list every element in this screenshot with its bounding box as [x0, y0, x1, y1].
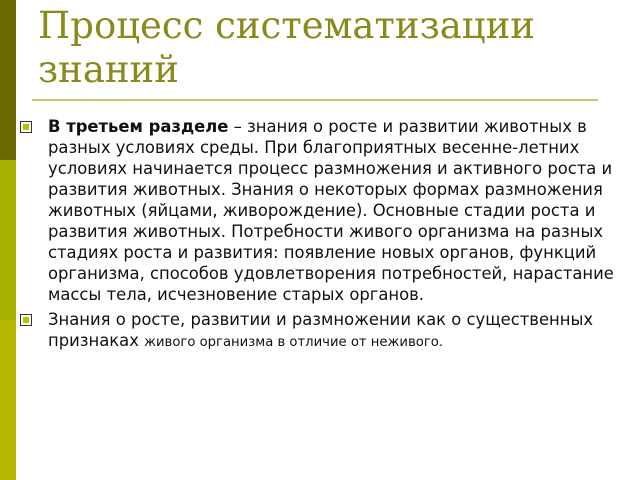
sidebar-segment-middle [0, 160, 16, 320]
bullet-text: – знания о росте и развитии животных в разных условиях среды. При благоприятных весенне-летних условиях начинается процесс размножения и активного роста и развития животных. Знания о некоторых формах размножения животных (яйцами, живорождение). Основные стадии роста и развития животных. Потребности живого организма на разных стадиях роста и развития: появление новых органов, функций организма, способов удовлетворения потребностей, нарастание массы тела, исчезновение старых органов. [48, 117, 614, 304]
bullet-item [20, 309, 632, 353]
sidebar-accent [0, 0, 16, 480]
slide-title: Процесс систематизации знаний [38, 4, 535, 91]
sidebar-segment-top [0, 0, 16, 160]
bullet-small-text: живого организма в отличие от неживого. [144, 335, 444, 350]
bullet-list [20, 116, 632, 357]
bullet-bold-lead: В третьем разделе [48, 117, 229, 136]
sidebar-segment-bottom [0, 320, 16, 480]
bullet-text: Знания о росте, развитии и размножении как о существенных признаках [48, 310, 594, 350]
square-bullet-icon [20, 121, 32, 133]
bullet-item [20, 116, 632, 305]
title-divider [32, 99, 598, 101]
square-bullet-icon [20, 314, 32, 326]
